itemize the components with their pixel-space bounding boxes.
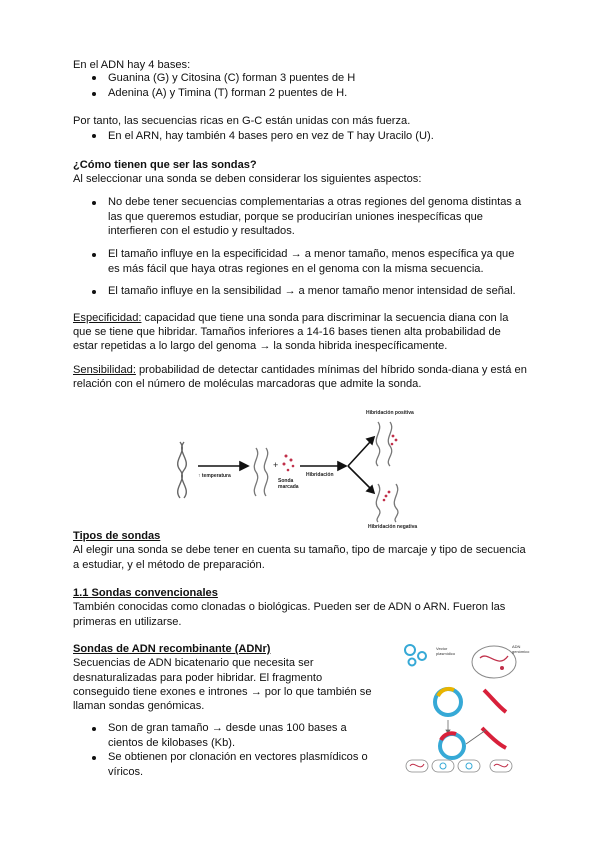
genomic-dna-label: ADN [512, 644, 521, 649]
paragraph-line: a estudiar, y el método de preparación. [73, 559, 265, 571]
term-especificidad: Especificidad: [73, 312, 142, 324]
paragraph-line: También conocidas como clonadas o biológicas. Pueden ser de ADN o ARN. Fueron las [73, 601, 506, 613]
bullet-dot [92, 76, 96, 80]
bullet-text: las que queremos estudiar, porque se producirían uniones inespecíficas que [108, 211, 483, 223]
bullet-dot [92, 727, 96, 731]
probe-bound-icon [391, 435, 398, 446]
intro-line: En el ADN hay 4 bases: [73, 59, 191, 71]
definition-text: capacidad que tiene una sonda para discriminar la secuencia diana con la [141, 312, 509, 324]
definition-text: probabilidad de detectar cantidades mínimas del híbrido sonda-diana y está en [135, 364, 527, 376]
bullet-dot [92, 201, 96, 205]
bullet-text: Se obtienen por clonación en vectores plasmídicos o [108, 751, 368, 763]
vector-label: Vector [436, 646, 448, 651]
probe-label: marcada [278, 484, 299, 490]
paragraph-line: llaman sondas genómicas. [73, 700, 205, 712]
paragraph-line: conseguido tiene exones e intrones → por lo que también se [73, 686, 372, 698]
genomic-dna-label: genómico [512, 649, 530, 654]
arrow-icon [300, 462, 346, 470]
bullet-dot [92, 253, 96, 257]
paragraph-line [73, 363, 527, 377]
paragraph-line: primeras en utilizarse. [73, 616, 182, 628]
cell-icon [472, 646, 516, 678]
bullet-text: Adenina (A) y Timina (T) forman 2 puentes de H. [108, 87, 348, 99]
paragraph-line [73, 311, 508, 325]
paragraph-line: que se tiene que hibridar. Tamaños inferiores a 14-16 bases tienen alta probabilidad de [73, 326, 501, 338]
plasmid-icon [405, 645, 426, 666]
bullet-text: cientos de kilobases (Kb). [108, 737, 236, 749]
paragraph-line: Al seleccionar una sonda se deben considerar los siguientes aspectos: [73, 173, 422, 185]
intro-conclusion: Por tanto, las secuencias ricas en G-C están unidas con más fuerza. [73, 115, 411, 127]
bullet-text: No debe tener secuencias complementarias a otras regiones del genoma distintas a [108, 196, 522, 208]
branch-arrows-icon [348, 437, 374, 493]
section-heading: Sondas de ADN recombinante (ADNr) [73, 643, 271, 655]
paragraph-line: Secuencias de ADN bicatenario que necesita ser [73, 657, 314, 669]
dna-fragment-icon [482, 690, 506, 748]
recombinant-plasmid-icon [440, 733, 464, 758]
bullet-text: es más fácil que haya otras regiones en el genoma con la misma secuencia. [108, 263, 484, 275]
hybridization-figure [170, 400, 430, 530]
probe-icon [283, 455, 295, 472]
probe-label: Sonda [278, 478, 294, 484]
paragraph-line: desnaturalizadas para poder hibridar. El fragmento [73, 672, 323, 684]
probe-free-icon [383, 491, 391, 502]
positive-label: Hibridación positiva [366, 410, 414, 416]
double-helix-icon [178, 442, 187, 498]
bullet-text: Son de gran tamaño → desde unas 100 bases a [108, 722, 347, 734]
negative-hybrid-icon [376, 484, 398, 522]
hybridization-label: Hibridación [306, 472, 334, 478]
bullet-dot [92, 290, 96, 294]
single-strand-icon [254, 448, 267, 496]
bullet-text: Guanina (G) y Citosina (C) forman 3 puentes de H [108, 72, 356, 84]
bullet-dot [92, 134, 96, 138]
bullet-text: En el ARN, hay también 4 bases pero en vez de T hay Uracilo (U). [108, 130, 434, 142]
plus-sign: + [273, 460, 279, 470]
bullet-text: interfieren con el estudio y resultados. [108, 225, 295, 237]
term-sensibilidad: Sensibilidad: [73, 364, 136, 376]
bullet-text: El tamaño influye en la especificidad → a menor tamaño, menos específica ya que [108, 248, 515, 260]
paragraph-line: relación con el número de moléculas marcadoras que admite la sonda. [73, 378, 422, 390]
temperature-label: ↑ temperatura [198, 473, 231, 479]
section-heading: ¿Cómo tienen que ser las sondas? [73, 159, 257, 171]
vector-label: plasmídico [436, 651, 456, 656]
section-heading: 1.1 Sondas convencionales [73, 587, 218, 599]
bullet-text: víricos. [108, 766, 144, 778]
positive-hybrid-icon [376, 422, 391, 466]
arrow-icon [198, 462, 248, 470]
bullet-text: El tamaño influye en la sensibilidad → a menor tamaño menor intensidad de señal. [108, 285, 516, 297]
section-heading: Tipos de sondas [73, 530, 161, 542]
negative-label: Hibridación negativa [368, 524, 418, 530]
paragraph-line: Al elegir una sonda se debe tener en cuenta su tamaño, tipo de marcaje y tipo de secuencia [73, 544, 526, 556]
plasmid-cut-icon [435, 689, 461, 715]
bullet-dot [92, 756, 96, 760]
host-cells-icon [406, 760, 512, 772]
cloning-figure [398, 640, 538, 780]
bullet-dot [92, 92, 96, 96]
paragraph-line: estar repetidas a lo largo del genoma → la sonda hibrida inespecíficamente. [73, 340, 448, 352]
